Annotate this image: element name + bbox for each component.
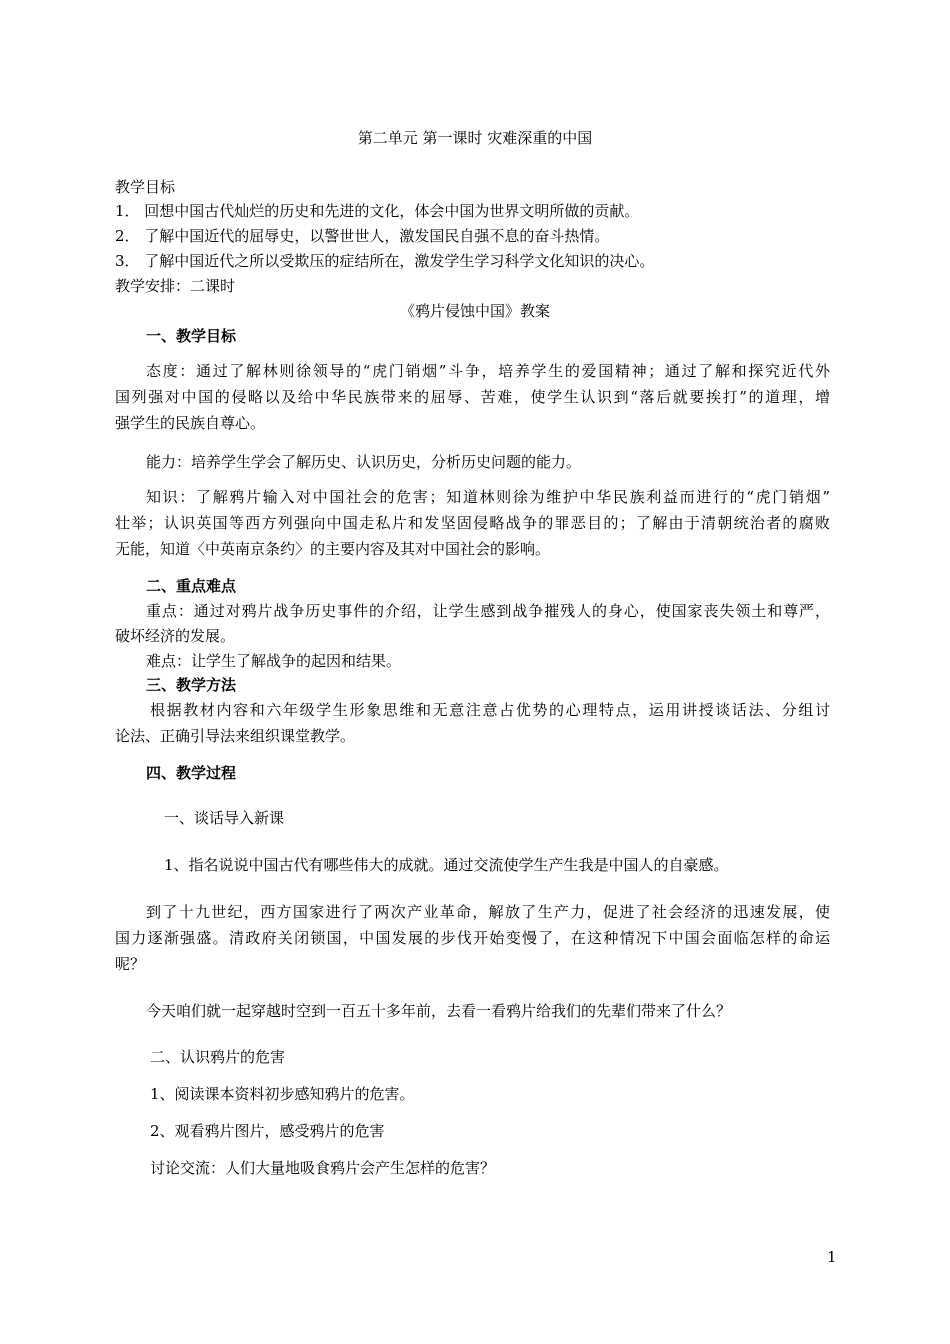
knowledge-line: 壮举；认识英国等西方列强向中国走私片和发坚固侵略战争的罪恶目的；了解由于清朝统治者的腐败 [115, 514, 830, 532]
key-point-line: 重点：通过对鸦片战争历史事件的介绍，让学生感到战争摧残人的身心，使国家丧失领土和尊严， [146, 602, 830, 620]
goal-item: 1． 回想中国古代灿烂的历史和先进的文化，体会中国为世界文明所做的贡献。 [115, 202, 640, 220]
paragraph-line: 国力逐渐强盛。清政府关闭锁国，中国发展的步伐开始变慢了，在这种情况下中国会面临怎样的命运 [115, 929, 830, 947]
attitude-line: 国列强对中国的侵略以及给中华民族带来的屈辱、苦难，使学生认识到“落后就要挨打”的道理，增 [115, 388, 830, 406]
difficulty-line: 难点：让学生了解战争的起因和结果。 [146, 652, 402, 670]
goal-item: 2． 了解中国近代的屈辱史，以警世世人，激发国民自强不息的奋斗热情。 [115, 227, 610, 245]
paragraph-line: 今天咱们就一起穿越时空到一百五十多年前，去看一看鸦片给我们的先辈们带来了什么？ [146, 1002, 732, 1020]
key-point-line: 破坏经济的发展。 [115, 627, 236, 645]
step-heading: 二、认识鸦片的危害 [150, 1048, 286, 1066]
knowledge-line: 无能，知道〈中英南京条约〉的主要内容及其对中国社会的影响。 [115, 540, 551, 558]
knowledge-line: 知识：了解鸦片输入对中国社会的危害；知道林则徐为维护中华民族利益而进行的“虎门销烟” [146, 488, 830, 506]
method-line: 根据教材内容和六年级学生形象思维和无意注意占优势的心理特点，运用讲授谈话法、分组讨 [150, 701, 830, 719]
section-heading: 三、教学方法 [146, 676, 237, 694]
step-item: 1、指名说说中国古代有哪些伟大的成就。通过交流使学生产生我是中国人的自豪感。 [164, 856, 729, 874]
plan-title: 《鸦片侵蚀中国》教案 [399, 302, 550, 320]
ability-line: 能力：培养学生学会了解历史、认识历史，分析历史问题的能力。 [146, 453, 582, 471]
step-item: 2、观看鸦片图片，感受鸦片的危害 [150, 1122, 385, 1140]
page-number: 1 [827, 1248, 837, 1266]
step-heading: 一、谈话导入新课 [164, 809, 285, 827]
section-heading: 四、教学过程 [146, 764, 237, 782]
arrangement: 教学安排：二课时 [115, 277, 236, 295]
paragraph-line: 呢？ [115, 955, 146, 973]
goal-item: 3． 了解中国近代之所以受欺压的症结所在，激发学生学习科学文化知识的决心。 [115, 252, 655, 270]
section-heading: 二、重点难点 [146, 577, 237, 595]
attitude-line: 态度：通过了解林则徐领导的“虎门销烟”斗争，培养学生的爱国精神；通过了解和探究近代外 [146, 362, 830, 380]
page-title: 第二单元 第一课时 灾难深重的中国 [357, 129, 593, 147]
attitude-line: 强学生的民族自尊心。 [115, 414, 266, 432]
step-item: 1、阅读课本资料初步感知鸦片的危害。 [150, 1085, 415, 1103]
section-heading: 一、教学目标 [146, 327, 237, 345]
discussion-line: 讨论交流：人们大量地吸食鸦片会产生怎样的危害？ [150, 1159, 496, 1177]
paragraph-line: 到了十九世纪，西方国家进行了两次产业革命，解放了生产力，促进了社会经济的迅速发展，使 [146, 903, 830, 921]
method-line: 论法、正确引导法来组织课堂教学。 [115, 727, 356, 745]
goals-heading: 教学目标 [115, 178, 176, 196]
